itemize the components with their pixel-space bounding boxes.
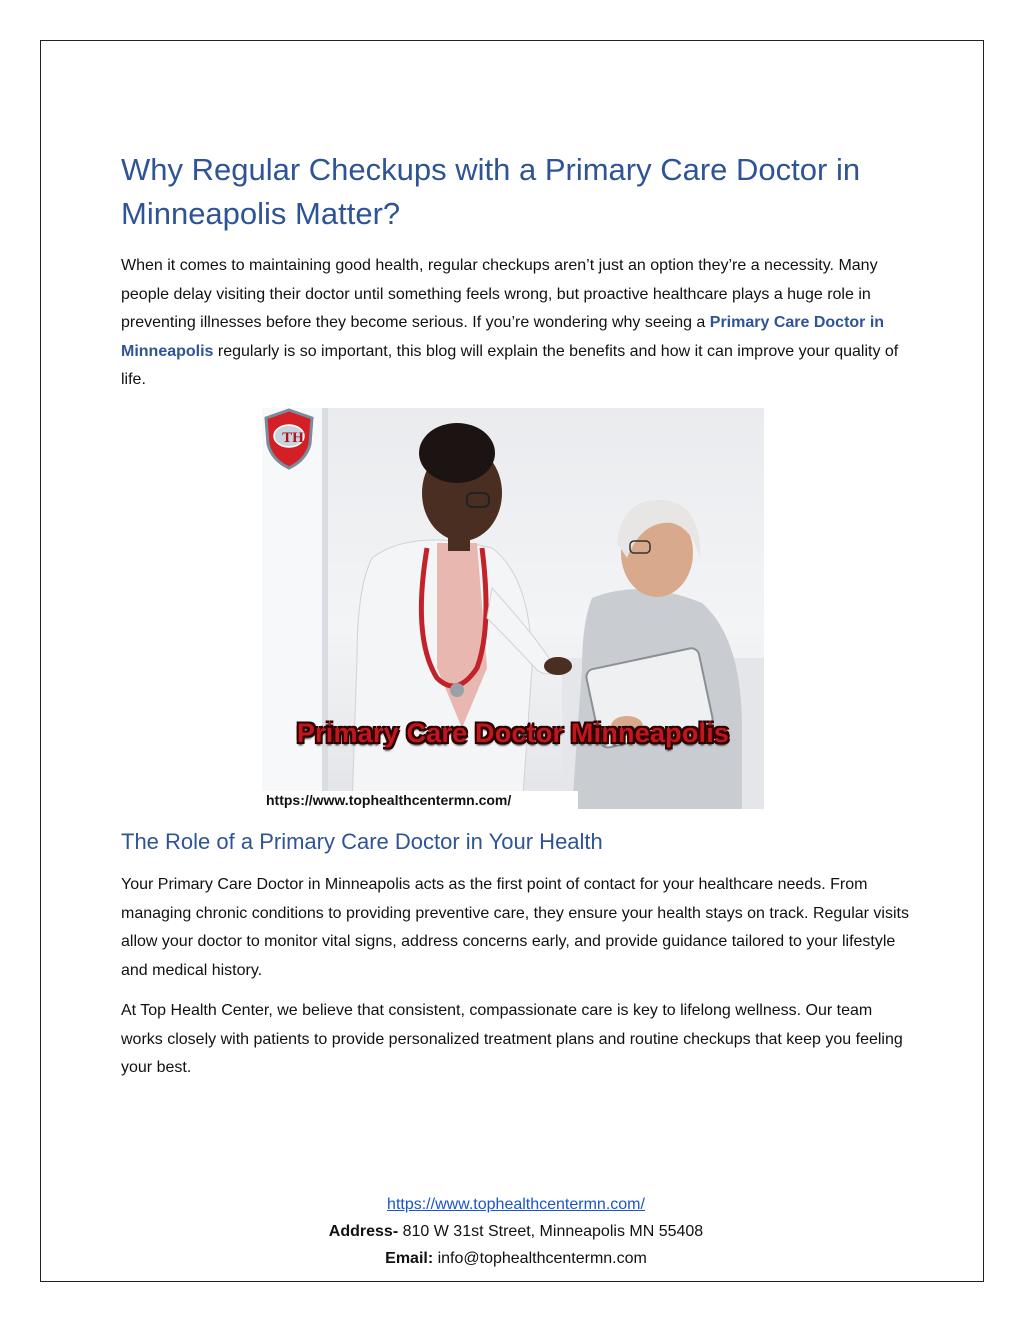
- footer-website-link[interactable]: https://www.tophealthcentermn.com/: [387, 1196, 645, 1213]
- primary-care-doctor-link[interactable]: Primary Care Doctor in Minneapolis: [121, 314, 885, 360]
- image-url-text: https://www.tophealthcentermn.com/: [262, 791, 578, 809]
- top-health-paragraph: At Top Health Center, we believe that consistent, compassionate care is key to lifelong wellness. Our team works closely with patients to provide personalized treatment plans and routine checkups that keep you feeling your best.: [121, 1002, 903, 1076]
- badge-text: TH: [282, 430, 304, 446]
- section-heading: The Role of a Primary Care Doctor in Your Health: [121, 829, 603, 854]
- footer-address: [121, 1218, 911, 1245]
- email-value: info@tophealthcentermn.com: [433, 1250, 647, 1267]
- image-caption: Primary Care Doctor Minneapolis: [296, 718, 730, 748]
- address-label: Address-: [328, 1223, 399, 1240]
- intro-text-start: When it comes to maintaining good health, regular checkups aren’t just an option they’re a necessity. Many people delay visiting their doctor until something feels wrong, but proactive healthcare plays a huge role in preventing illnesses before they become serious. If you’re wondering why seeing a: [121, 257, 878, 331]
- intro-paragraph: [121, 252, 911, 395]
- role-paragraph: Your Primary Care Doctor in Minneapolis acts as the first point of contact for your healthcare needs. From managing chronic conditions to providing preventive care, they ensure your health stays on track. Regular visits allow your doctor to monitor vital signs, address concerns early, and provide guidance tailored to your lifestyle and medical history.: [121, 876, 909, 979]
- article-title: Why Regular Checkups with a Primary Care Doctor in Minneapolis Matter?: [121, 152, 861, 231]
- hero-image: [262, 408, 764, 809]
- address-value: 810 W 31st Street, Minneapolis MN 55408: [398, 1223, 704, 1240]
- footer: [121, 1191, 911, 1272]
- email-label: Email:: [385, 1250, 434, 1267]
- intro-text-end: regularly is so important, this blog will explain the benefits and how it can improve your quality of life.: [121, 342, 899, 388]
- footer-email: [121, 1245, 911, 1272]
